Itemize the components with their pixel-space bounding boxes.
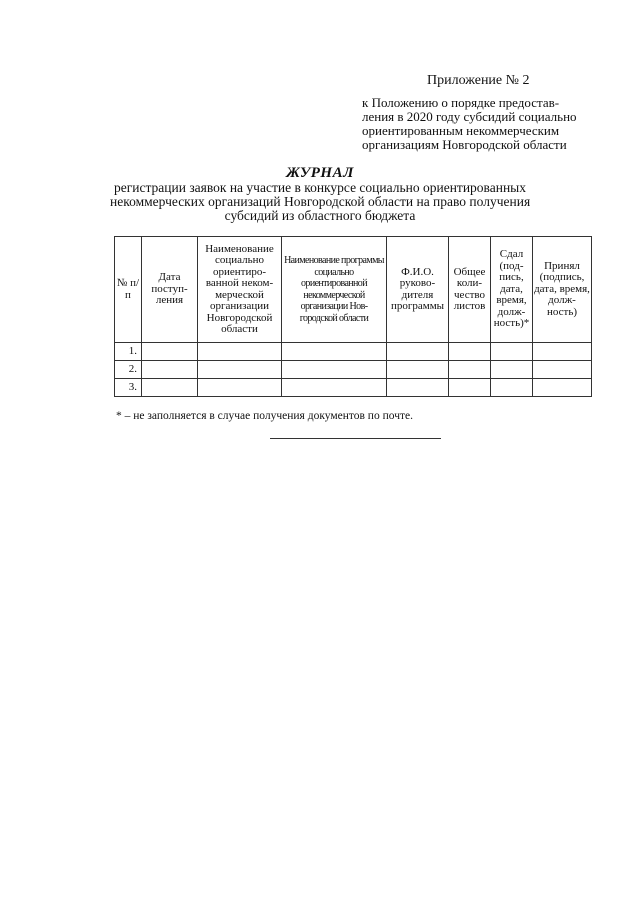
table-cell xyxy=(491,361,533,379)
header-sheets: Общее коли-чество листов xyxy=(449,237,491,343)
document-title: ЖУРНАЛ xyxy=(286,165,354,181)
table-row xyxy=(115,343,592,361)
appendix-line: ления в 2020 году субсидий социально xyxy=(362,109,577,124)
table-cell xyxy=(282,361,387,379)
header-received: Принял (подпись, дата, время, долж-ность) xyxy=(533,237,592,343)
table-cell xyxy=(198,361,282,379)
table-header-row xyxy=(115,237,592,343)
appendix-line: к Положению о порядке предостав- xyxy=(362,95,560,110)
appendix-line: ориентированным некоммерческим xyxy=(362,123,560,138)
row-number: 2. xyxy=(115,361,142,379)
table-cell xyxy=(491,379,533,397)
table-cell xyxy=(387,361,449,379)
table-cell xyxy=(449,343,491,361)
header-date: Дата поступ-ления xyxy=(142,237,198,343)
footnote: * – не заполняется в случае получения документов по почте. xyxy=(116,410,413,422)
header-organization: Наименование социально ориентиро-ванной неком-мерческой организации Новгородской области xyxy=(198,237,282,343)
table-cell xyxy=(142,379,198,397)
table-cell xyxy=(449,361,491,379)
table-cell xyxy=(142,361,198,379)
appendix-title: Приложение № 2 xyxy=(427,73,530,88)
table-cell xyxy=(491,343,533,361)
table-cell xyxy=(282,379,387,397)
registration-journal-table xyxy=(114,236,592,397)
header-submitted: Сдал (под-пись, дата, время, долж-ность)* xyxy=(491,237,533,343)
table-row xyxy=(115,361,592,379)
subtitle-line: регистрации заявок на участие в конкурсе социально ориентированных xyxy=(113,180,526,195)
row-number: 1. xyxy=(115,343,142,361)
table-cell xyxy=(533,379,592,397)
table-row xyxy=(115,379,592,397)
header-manager: Ф.И.О. руково-дителя программы xyxy=(387,237,449,343)
subtitle-line: некоммерческих организаций Новгородской области на право получения xyxy=(110,194,531,209)
table-cell xyxy=(449,379,491,397)
table-cell xyxy=(387,379,449,397)
appendix-reference xyxy=(362,96,602,152)
signature-line xyxy=(270,438,441,439)
table-cell xyxy=(533,361,592,379)
header-program: Наименование программы социально ориентированной некоммерческой организации Нов-городской области xyxy=(282,237,387,343)
row-number: 3. xyxy=(115,379,142,397)
document-subtitle xyxy=(110,181,530,223)
table-cell xyxy=(142,343,198,361)
header-number: № п/п xyxy=(115,237,142,343)
table-cell xyxy=(198,379,282,397)
subtitle-line: субсидий из областного бюджета xyxy=(224,208,416,223)
appendix-line: организациям Новгородской области xyxy=(362,137,567,152)
table-cell xyxy=(387,343,449,361)
table-cell xyxy=(533,343,592,361)
table-cell xyxy=(282,343,387,361)
table-cell xyxy=(198,343,282,361)
